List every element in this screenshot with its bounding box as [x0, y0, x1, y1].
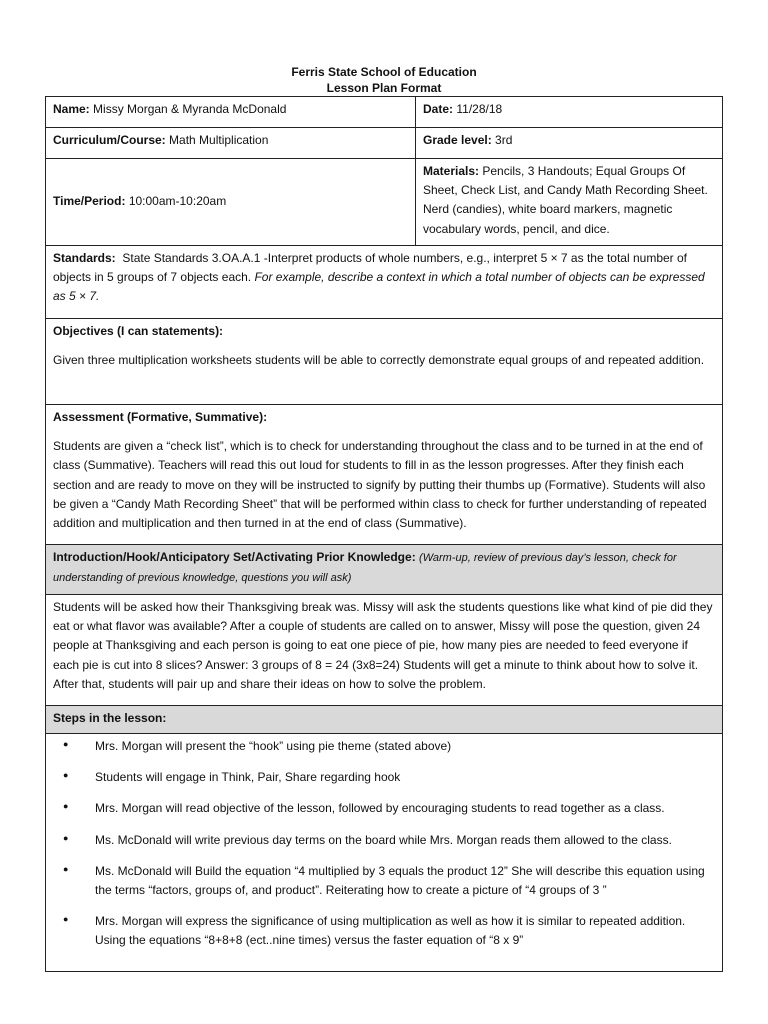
step-item: ● Mrs. Morgan will express the significance of using multiplication as well as how it is similar to repeated addition. Using the equations “8+8+8 (ect..nine times) versus the faster equation of “8 x 9”: [63, 912, 715, 950]
introduction-text: Students will be asked how their Thanksgiving break was. Missy will ask the students questions like what kind of pie did they eat or what flavor was available? After a couple of students are called on to answer, Missy will pose the question, given 24 people at Thanksgiving and each person is going to eat one piece of pie, how many pies are needed to feed everyone if each pie is cut into 8 slices? Answer: 3 groups of 8 = 24 (3x8=24) Students will get a minute to think about how to solve it. After that, students will pair up and share their ideas on how to solve the problem.: [53, 600, 713, 691]
date-cell: [416, 97, 723, 128]
materials-label: Materials:: [423, 164, 480, 178]
time-cell: [46, 159, 416, 246]
introduction-note: (Warm-up, review of previous day’s lesson, check for understanding of previous knowledge, questions you will ask): [53, 552, 677, 584]
name-value: Missy Morgan & Myranda McDonald: [93, 102, 287, 116]
step-item: ● Mrs. Morgan will present the “hook” using pie theme (stated above): [63, 737, 715, 756]
assessment-label: Assessment (Formative, Summative):: [53, 410, 268, 424]
grade-label: Grade level:: [423, 133, 492, 147]
steps-body-row: [46, 734, 723, 972]
format-title: Lesson Plan Format: [326, 81, 442, 95]
step-item: ● Ms. McDonald will Build the equation “4 multiplied by 3 equals the product 12” She will describe this equation using the terms “factors, groups of, and product”. Reiterating how to create a picture of “4 groups of 3 ”: [63, 862, 715, 900]
course-grade-row: [46, 128, 723, 159]
assessment-text: Students are given a “check list”, which is to check for understanding throughout the class and to be turned in at the end of class (Summative). Teachers will read this out loud for students to fill in as the lesson progresses. After they finish each section and are ready to move on they will be instructed to signify by putting their thumbs up (Formative). Students will also be given a “Candy Math Recording Sheet” that will be performed within class to check for further understanding of repeated addition and multiplication and then turned in at the end of class (Summative).: [53, 439, 707, 530]
school-title: Ferris State School of Education: [291, 65, 477, 79]
materials-cell: [416, 159, 723, 246]
objectives-row: [46, 319, 723, 405]
introduction-header-cell: [46, 545, 723, 595]
steps-label: Steps in the lesson:: [53, 711, 167, 725]
objectives-cell: [46, 319, 723, 405]
introduction-label: Introduction/Hook/Anticipatory Set/Activating Prior Knowledge:: [53, 550, 416, 564]
introduction-body-row: [46, 595, 723, 706]
name-cell: [46, 97, 416, 128]
steps-body-cell: [46, 734, 723, 972]
date-label: Date:: [423, 102, 454, 116]
grade-value: 3rd: [495, 133, 513, 147]
assessment-cell: [46, 405, 723, 545]
introduction-body-cell: [46, 595, 723, 706]
step-item: ● Students will engage in Think, Pair, Share regarding hook: [63, 768, 715, 787]
lesson-plan-table: [45, 96, 723, 972]
grade-cell: [416, 128, 723, 159]
course-cell: [46, 128, 416, 159]
time-label: Time/Period:: [53, 194, 126, 209]
step-item: ● Ms. McDonald will write previous day terms on the board while Mrs. Morgan reads them allowed to the class.: [63, 831, 715, 850]
steps-list: [53, 737, 715, 951]
standards-label: Standards:: [53, 251, 116, 265]
assessment-row: [46, 405, 723, 545]
standards-cell: [46, 246, 723, 319]
objectives-label: Objectives (I can statements):: [53, 324, 224, 338]
name-label: Name:: [53, 102, 90, 116]
document-header: [0, 64, 768, 96]
standards-text: State Standards 3.OA.A.1 -Interpret products of whole numbers, e.g., interpret 5 × 7 as the total number of objects in 5 groups of 7 objects each.: [53, 251, 688, 285]
standards-row: [46, 246, 723, 319]
step-item: ● Mrs. Morgan will read objective of the lesson, followed by encouraging students to read together as a class.: [63, 799, 715, 818]
time-materials-row: [46, 159, 723, 246]
materials-value: Pencils, 3 Handouts; Equal Groups Of Sheet, Check List, and Candy Math Recording Sheet. Nerd (candies), white board markers, magnetic vocabulary words, pencil, and dice.: [423, 164, 708, 236]
introduction-header-row: [46, 545, 723, 595]
time-value: 10:00am-10:20am: [128, 194, 227, 209]
standards-example: For example, describe a context in which a total number of objects can be expressed as 5 × 7.: [53, 270, 705, 304]
steps-header-cell: [46, 706, 723, 734]
name-date-row: [46, 97, 723, 128]
steps-header-row: [46, 706, 723, 734]
objectives-text: Given three multiplication worksheets students will be able to correctly demonstrate equal groups of and repeated addition.: [53, 353, 705, 368]
course-label: Curriculum/Course:: [53, 133, 166, 147]
date-value: 11/28/18: [456, 102, 503, 116]
course-value: Math Multiplication: [169, 133, 269, 147]
